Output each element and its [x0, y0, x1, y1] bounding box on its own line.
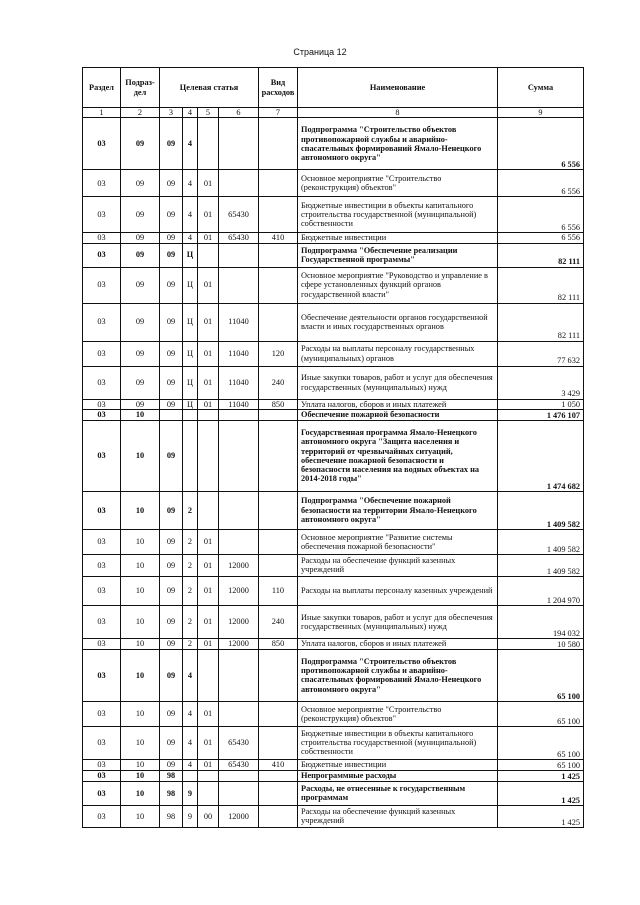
direction-cell	[219, 409, 259, 420]
direction-cell: 11040	[219, 399, 259, 409]
razdel-cell: 03	[83, 554, 121, 576]
event-cell	[198, 770, 219, 781]
name-cell: Основное мероприятие "Развитие системы обеспечения пожарной безопасности"	[298, 529, 498, 554]
table-row	[83, 233, 584, 243]
direction-cell	[219, 781, 259, 805]
table-row	[83, 118, 584, 170]
col-number: 1	[83, 108, 121, 118]
program-cell: 09	[160, 701, 183, 726]
podrazdel-cell: 10	[121, 409, 160, 420]
event-cell	[198, 420, 219, 491]
sum-cell: 1 476 107	[498, 409, 584, 420]
subprogram-cell: 2	[183, 529, 198, 554]
razdel-cell: 03	[83, 638, 121, 649]
podrazdel-cell: 10	[121, 529, 160, 554]
razdel-cell: 03	[83, 233, 121, 243]
name-cell: Бюджетные инвестиции	[298, 233, 498, 243]
subprogram-cell: 4	[183, 118, 198, 170]
razdel-cell: 03	[83, 605, 121, 638]
direction-cell	[219, 170, 259, 197]
sum-cell: 1 204 970	[498, 576, 584, 605]
table-row	[83, 554, 584, 576]
event-cell: 01	[198, 605, 219, 638]
program-cell: 09	[160, 726, 183, 759]
col-number: 9	[498, 108, 584, 118]
event-cell: 01	[198, 170, 219, 197]
subprogram-cell: 4	[183, 197, 198, 233]
event-cell: 01	[198, 726, 219, 759]
table-row	[83, 605, 584, 638]
vid-rashodov-cell	[259, 649, 298, 701]
direction-cell: 12000	[219, 805, 259, 827]
name-cell: Подпрограмма "Обеспечение реализации Государственной программы"	[298, 243, 498, 267]
direction-cell: 12000	[219, 554, 259, 576]
subprogram-cell: 4	[183, 649, 198, 701]
razdel-cell: 03	[83, 399, 121, 409]
razdel-cell: 03	[83, 409, 121, 420]
event-cell: 01	[198, 267, 219, 303]
razdel-cell: 03	[83, 267, 121, 303]
subprogram-cell: 4	[183, 233, 198, 243]
name-cell: Подпрограмма "Строительство объектов противопожарной службы и аварийно-спасательных формирований Ямало-Ненецкого автономного округа"	[298, 649, 498, 701]
razdel-cell: 03	[83, 420, 121, 491]
event-cell: 01	[198, 399, 219, 409]
sum-cell: 1 474 682	[498, 420, 584, 491]
program-cell	[160, 409, 183, 420]
direction-cell	[219, 701, 259, 726]
sum-cell: 77 632	[498, 341, 584, 366]
vid-rashodov-cell: 120	[259, 341, 298, 366]
event-cell	[198, 118, 219, 170]
vid-rashodov-cell: 850	[259, 399, 298, 409]
subprogram-cell: 4	[183, 170, 198, 197]
program-cell: 09	[160, 303, 183, 341]
program-cell: 09	[160, 233, 183, 243]
table-row	[83, 649, 584, 701]
razdel-cell: 03	[83, 805, 121, 827]
col-number: 2	[121, 108, 160, 118]
table-row	[83, 366, 584, 399]
sum-cell: 82 111	[498, 243, 584, 267]
table-row	[83, 399, 584, 409]
name-cell: Бюджетные инвестиции	[298, 759, 498, 770]
podrazdel-cell: 09	[121, 170, 160, 197]
direction-cell: 12000	[219, 576, 259, 605]
subprogram-cell: 2	[183, 605, 198, 638]
name-cell: Иные закупки товаров, работ и услуг для обеспечения государственных (муниципальных) нужд	[298, 605, 498, 638]
sum-cell: 1 425	[498, 805, 584, 827]
sum-cell: 6 556	[498, 118, 584, 170]
program-cell: 09	[160, 529, 183, 554]
direction-cell: 11040	[219, 366, 259, 399]
sum-cell: 194 032	[498, 605, 584, 638]
table-row	[83, 420, 584, 491]
vid-rashodov-cell: 410	[259, 759, 298, 770]
event-cell	[198, 491, 219, 529]
podrazdel-cell: 09	[121, 233, 160, 243]
table-row	[83, 529, 584, 554]
vid-rashodov-cell	[259, 770, 298, 781]
program-cell: 09	[160, 638, 183, 649]
program-cell: 98	[160, 805, 183, 827]
table-row	[83, 491, 584, 529]
razdel-cell: 03	[83, 303, 121, 341]
podrazdel-cell: 10	[121, 701, 160, 726]
table-row	[83, 759, 584, 770]
subprogram-cell: 9	[183, 781, 198, 805]
name-cell: Подпрограмма "Строительство объектов противопожарной службы и аварийно-спасательных формирований Ямало-Ненецкого автономного округа"	[298, 118, 498, 170]
podrazdel-cell: 09	[121, 267, 160, 303]
podrazdel-cell: 10	[121, 759, 160, 770]
header-razdel: Раздел	[83, 68, 121, 108]
sum-cell: 65 100	[498, 701, 584, 726]
page-number: Страница 12	[293, 47, 347, 57]
col-number: 6	[219, 108, 259, 118]
table-row	[83, 701, 584, 726]
header-naimenovanie: Наименование	[298, 68, 498, 108]
event-cell	[198, 781, 219, 805]
podrazdel-cell: 10	[121, 576, 160, 605]
podrazdel-cell: 10	[121, 638, 160, 649]
vid-rashodov-cell: 110	[259, 576, 298, 605]
vid-rashodov-cell	[259, 420, 298, 491]
name-cell: Расходы на обеспечение функций казенных учреждений	[298, 554, 498, 576]
podrazdel-cell: 10	[121, 491, 160, 529]
razdel-cell: 03	[83, 197, 121, 233]
name-cell: Основное мероприятие "Строительство (реконструкция) объектов"	[298, 170, 498, 197]
program-cell: 09	[160, 576, 183, 605]
col-number: 7	[259, 108, 298, 118]
table-row	[83, 267, 584, 303]
podrazdel-cell: 10	[121, 554, 160, 576]
name-cell: Государственная программа Ямало-Ненецкого автономного округа "Защита населения и территорий от чрезвычайных ситуаций, обеспечение пожарной безопасности и безопасности населения на водных объектах на 2014-2018 годы"	[298, 420, 498, 491]
table-row	[83, 781, 584, 805]
program-cell: 09	[160, 605, 183, 638]
name-cell: Уплата налогов, сборов и иных платежей	[298, 399, 498, 409]
header-podrazdel: Подраз-дел	[121, 68, 160, 108]
event-cell: 01	[198, 197, 219, 233]
table-row	[83, 197, 584, 233]
subprogram-cell: Ц	[183, 341, 198, 366]
subprogram-cell: Ц	[183, 399, 198, 409]
program-cell: 09	[160, 759, 183, 770]
vid-rashodov-cell	[259, 491, 298, 529]
sum-cell: 6 556	[498, 170, 584, 197]
program-cell: 09	[160, 420, 183, 491]
event-cell: 01	[198, 529, 219, 554]
vid-rashodov-cell: 240	[259, 605, 298, 638]
sum-cell: 1 409 582	[498, 491, 584, 529]
vid-rashodov-cell	[259, 267, 298, 303]
vid-rashodov-cell	[259, 701, 298, 726]
subprogram-cell: 4	[183, 701, 198, 726]
event-cell: 00	[198, 805, 219, 827]
podrazdel-cell: 10	[121, 420, 160, 491]
direction-cell: 11040	[219, 341, 259, 366]
podrazdel-cell: 10	[121, 781, 160, 805]
table-row	[83, 576, 584, 605]
direction-cell: 65430	[219, 726, 259, 759]
col-number: 8	[298, 108, 498, 118]
name-cell: Расходы на обеспечение функций казенных учреждений	[298, 805, 498, 827]
header-row	[83, 68, 584, 108]
header-celevaya-statya: Целевая статья	[160, 68, 259, 108]
razdel-cell: 03	[83, 170, 121, 197]
program-cell: 98	[160, 781, 183, 805]
table-row	[83, 805, 584, 827]
name-cell: Подпрограмма "Обеспечение пожарной безопасности на территории Ямало-Ненецкого автономного округа"	[298, 491, 498, 529]
direction-cell: 11040	[219, 303, 259, 341]
name-cell: Расходы на выплаты персоналу государственных (муниципальных) органов	[298, 341, 498, 366]
sum-cell: 65 100	[498, 649, 584, 701]
vid-rashodov-cell	[259, 409, 298, 420]
vid-rashodov-cell	[259, 118, 298, 170]
podrazdel-cell: 09	[121, 399, 160, 409]
direction-cell	[219, 770, 259, 781]
event-cell: 01	[198, 303, 219, 341]
event-cell: 01	[198, 759, 219, 770]
name-cell: Основное мероприятие "Строительство (реконструкция) объектов"	[298, 701, 498, 726]
table-row	[83, 409, 584, 420]
subprogram-cell	[183, 420, 198, 491]
razdel-cell: 03	[83, 341, 121, 366]
vid-rashodov-cell	[259, 726, 298, 759]
subprogram-cell: Ц	[183, 303, 198, 341]
name-cell: Расходы, не отнесенные к государственным программам	[298, 781, 498, 805]
razdel-cell: 03	[83, 118, 121, 170]
vid-rashodov-cell	[259, 554, 298, 576]
program-cell: 09	[160, 341, 183, 366]
program-cell: 09	[160, 267, 183, 303]
col-number: 3	[160, 108, 183, 118]
direction-cell	[219, 649, 259, 701]
vid-rashodov-cell	[259, 805, 298, 827]
podrazdel-cell: 10	[121, 726, 160, 759]
name-cell: Обеспечение пожарной безопасности	[298, 409, 498, 420]
podrazdel-cell: 10	[121, 770, 160, 781]
sum-cell: 1 425	[498, 770, 584, 781]
subprogram-cell: 2	[183, 554, 198, 576]
podrazdel-cell: 10	[121, 649, 160, 701]
sum-cell: 82 111	[498, 267, 584, 303]
name-cell: Бюджетные инвестиции в объекты капитального строительства государственной (муниципальной) собственности	[298, 726, 498, 759]
direction-cell	[219, 420, 259, 491]
sum-cell: 10 580	[498, 638, 584, 649]
table-row	[83, 243, 584, 267]
program-cell: 09	[160, 170, 183, 197]
sum-cell: 82 111	[498, 303, 584, 341]
podrazdel-cell: 09	[121, 341, 160, 366]
direction-cell: 65430	[219, 759, 259, 770]
razdel-cell: 03	[83, 770, 121, 781]
razdel-cell: 03	[83, 576, 121, 605]
program-cell: 09	[160, 118, 183, 170]
podrazdel-cell: 10	[121, 605, 160, 638]
column-number-row	[83, 108, 584, 118]
direction-cell: 12000	[219, 638, 259, 649]
col-number: 4	[183, 108, 198, 118]
subprogram-cell	[183, 409, 198, 420]
subprogram-cell	[183, 770, 198, 781]
header-vid-rashodov: Вид расходов	[259, 68, 298, 108]
direction-cell: 65430	[219, 233, 259, 243]
table-row	[83, 341, 584, 366]
subprogram-cell: Ц	[183, 366, 198, 399]
event-cell: 01	[198, 701, 219, 726]
name-cell: Основное мероприятие "Руководство и управление в сфере установленных функций органов государственной власти"	[298, 267, 498, 303]
name-cell: Иные закупки товаров, работ и услуг для обеспечения государственных (муниципальных) нужд	[298, 366, 498, 399]
razdel-cell: 03	[83, 243, 121, 267]
razdel-cell: 03	[83, 701, 121, 726]
event-cell: 01	[198, 638, 219, 649]
direction-cell	[219, 118, 259, 170]
name-cell: Расходы на выплаты персоналу казенных учреждений	[298, 576, 498, 605]
name-cell: Непрограммные расходы	[298, 770, 498, 781]
table-row	[83, 170, 584, 197]
program-cell: 09	[160, 399, 183, 409]
vid-rashodov-cell: 240	[259, 366, 298, 399]
podrazdel-cell: 09	[121, 118, 160, 170]
podrazdel-cell: 09	[121, 303, 160, 341]
event-cell: 01	[198, 576, 219, 605]
name-cell: Уплата налогов, сборов и иных платежей	[298, 638, 498, 649]
sum-cell: 65 100	[498, 726, 584, 759]
vid-rashodov-cell	[259, 529, 298, 554]
header-summa: Сумма	[498, 68, 584, 108]
vid-rashodov-cell	[259, 781, 298, 805]
table-row	[83, 638, 584, 649]
event-cell: 01	[198, 233, 219, 243]
sum-cell: 1 409 582	[498, 529, 584, 554]
direction-cell: 12000	[219, 605, 259, 638]
name-cell: Бюджетные инвестиции в объекты капитального строительства государственной (муниципальной) собственности	[298, 197, 498, 233]
sum-cell: 65 100	[498, 759, 584, 770]
direction-cell	[219, 267, 259, 303]
event-cell	[198, 649, 219, 701]
program-cell: 09	[160, 491, 183, 529]
table-row	[83, 303, 584, 341]
podrazdel-cell: 09	[121, 366, 160, 399]
razdel-cell: 03	[83, 759, 121, 770]
podrazdel-cell: 10	[121, 805, 160, 827]
event-cell	[198, 243, 219, 267]
podrazdel-cell: 09	[121, 243, 160, 267]
sum-cell: 3 429	[498, 366, 584, 399]
direction-cell	[219, 529, 259, 554]
subprogram-cell: 9	[183, 805, 198, 827]
direction-cell	[219, 491, 259, 529]
vid-rashodov-cell	[259, 303, 298, 341]
razdel-cell: 03	[83, 726, 121, 759]
sum-cell: 6 556	[498, 233, 584, 243]
direction-cell	[219, 243, 259, 267]
name-cell: Обеспечение деятельности органов государственной власти и иных государственных органов	[298, 303, 498, 341]
vid-rashodov-cell	[259, 197, 298, 233]
subprogram-cell: 2	[183, 576, 198, 605]
podrazdel-cell: 09	[121, 197, 160, 233]
budget-table	[82, 67, 584, 828]
sum-cell: 1 050	[498, 399, 584, 409]
table-row	[83, 726, 584, 759]
razdel-cell: 03	[83, 491, 121, 529]
program-cell: 09	[160, 554, 183, 576]
subprogram-cell: Ц	[183, 243, 198, 267]
program-cell: 09	[160, 366, 183, 399]
vid-rashodov-cell	[259, 243, 298, 267]
program-cell: 98	[160, 770, 183, 781]
col-number: 5	[198, 108, 219, 118]
subprogram-cell: 4	[183, 759, 198, 770]
subprogram-cell: 2	[183, 638, 198, 649]
event-cell: 01	[198, 554, 219, 576]
program-cell: 09	[160, 197, 183, 233]
subprogram-cell: 4	[183, 726, 198, 759]
vid-rashodov-cell: 850	[259, 638, 298, 649]
direction-cell: 65430	[219, 197, 259, 233]
vid-rashodov-cell	[259, 170, 298, 197]
subprogram-cell: 2	[183, 491, 198, 529]
razdel-cell: 03	[83, 781, 121, 805]
program-cell: 09	[160, 649, 183, 701]
sum-cell: 1 425	[498, 781, 584, 805]
razdel-cell: 03	[83, 649, 121, 701]
event-cell: 01	[198, 341, 219, 366]
event-cell	[198, 409, 219, 420]
vid-rashodov-cell: 410	[259, 233, 298, 243]
table-row	[83, 770, 584, 781]
razdel-cell: 03	[83, 366, 121, 399]
subprogram-cell: Ц	[183, 267, 198, 303]
sum-cell: 1 409 582	[498, 554, 584, 576]
sum-cell: 6 556	[498, 197, 584, 233]
event-cell: 01	[198, 366, 219, 399]
razdel-cell: 03	[83, 529, 121, 554]
program-cell: 09	[160, 243, 183, 267]
